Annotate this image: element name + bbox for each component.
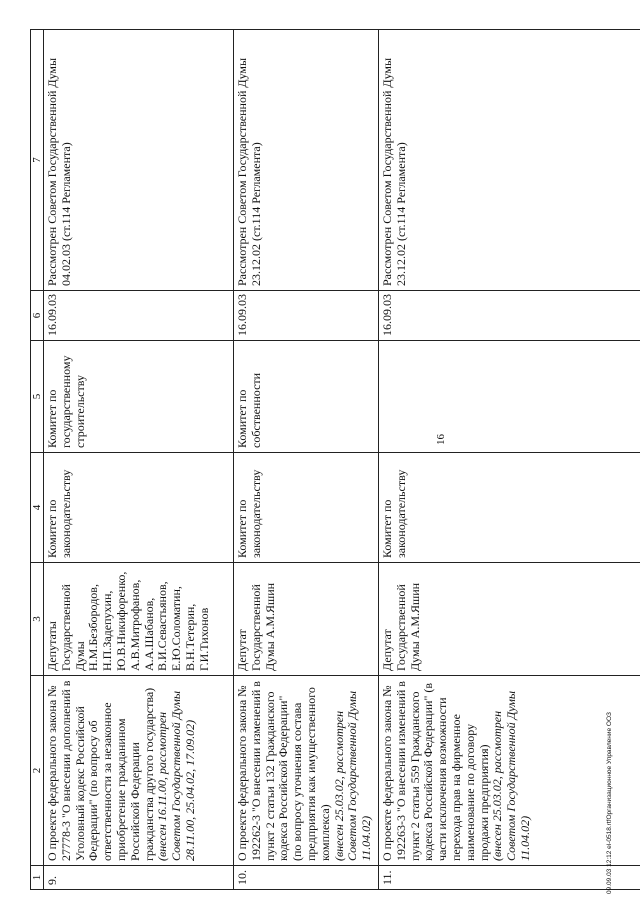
bills-table-sheet <box>30 30 626 890</box>
co-executor-committee: Комитет по государственному строительству <box>44 341 234 453</box>
bill-authors: Депутаты Государственной Думы Н.М.Безбородов, Н.П.Задепухин, Ю.В.Никифоренко, А.В.Митрофанов, А.А.Шабанов, В.И.Севастьянов, Е.Ю.Соломатин, В.Н.Тетерин, Г.И.Тихонов <box>44 563 234 676</box>
page-number: 16 <box>435 434 447 445</box>
column-header: 7 <box>31 30 44 291</box>
row-number: 10. <box>234 866 379 890</box>
bill-title: О проекте федерального закона № 192263-3 "О внесении изменений в пункт 2 статьи 559 Гражданского кодекса Российской Федерации" (в части исключения возможности перехода прав на фирменное наименование по договору продажи предприятия) <box>379 681 491 861</box>
row-number: 11. <box>378 866 640 890</box>
bill-description <box>44 676 234 866</box>
column-header: 5 <box>31 341 44 453</box>
consideration-date: 16.09.03 <box>44 291 234 341</box>
bills-table <box>30 29 640 890</box>
row-note: Рассмотрен Советом Государственной Думы 04.02.03 (ст.114 Регламента) <box>44 30 234 291</box>
responsible-committee: Комитет по законодательству <box>234 453 379 563</box>
bill-history: (внесен 16.11.00, рассмотрен Советом Государственной Думы 28.11.00, 25.04.02, 17.09.02) <box>155 690 197 861</box>
table-row <box>44 30 234 890</box>
column-header: 6 <box>31 291 44 341</box>
bill-description <box>378 676 640 866</box>
responsible-committee: Комитет по законодательству <box>378 453 640 563</box>
co-executor-committee <box>378 341 640 453</box>
footer-stamp: 09.09.03 12:12 el-0518.rtfОрганизационное Управление ООЗ <box>606 712 613 894</box>
bill-description <box>234 676 379 866</box>
header-row <box>31 30 44 890</box>
bill-authors: Депутат Государственной Думы А.М.Яшин <box>378 563 640 676</box>
responsible-committee: Комитет по законодательству <box>44 453 234 563</box>
bill-title: О проекте федерального закона № 192262-3 "О внесении изменений в пункт 2 статьи 132 Гражданского кодекса Российской Федерации" (по вопросу уточнения состава предприятия как имущественного комплекса) <box>235 681 332 861</box>
row-note: Рассмотрен Советом Государственной Думы 23.12.02 (ст.114 Регламента) <box>378 30 640 291</box>
column-header: 3 <box>31 563 44 676</box>
row-number: 9. <box>44 866 234 890</box>
bill-title: О проекте федерального закона № 27778-3 "О внесении дополнений в Уголовный кодекс Российской Федерации" (по вопросу об ответственности за незаконное приобретение гражданином Российской Федерации гражданства другого государства) <box>45 680 156 861</box>
consideration-date: 16.09.03 <box>234 291 379 341</box>
bill-history: (внесен 25.03.02, рассмотрен Советом Государственной Думы 11.04.02) <box>490 690 532 861</box>
column-header: 2 <box>31 676 44 866</box>
bill-authors: Депутат Государственной Думы А.М.Яшин <box>234 563 379 676</box>
bill-history: (внесен 25.03.02, рассмотрен Советом Государственной Думы 11.04.02) <box>331 690 374 861</box>
column-header: 4 <box>31 453 44 563</box>
consideration-date: 16.09.03 <box>378 291 640 341</box>
co-executor-committee: Комитет по собственности <box>234 341 379 453</box>
table-row <box>234 30 379 890</box>
table-row <box>378 30 640 890</box>
column-header: 1 <box>31 866 44 890</box>
row-note: Рассмотрен Советом Государственной Думы 23.12.02 (ст.114 Регламента) <box>234 30 379 291</box>
